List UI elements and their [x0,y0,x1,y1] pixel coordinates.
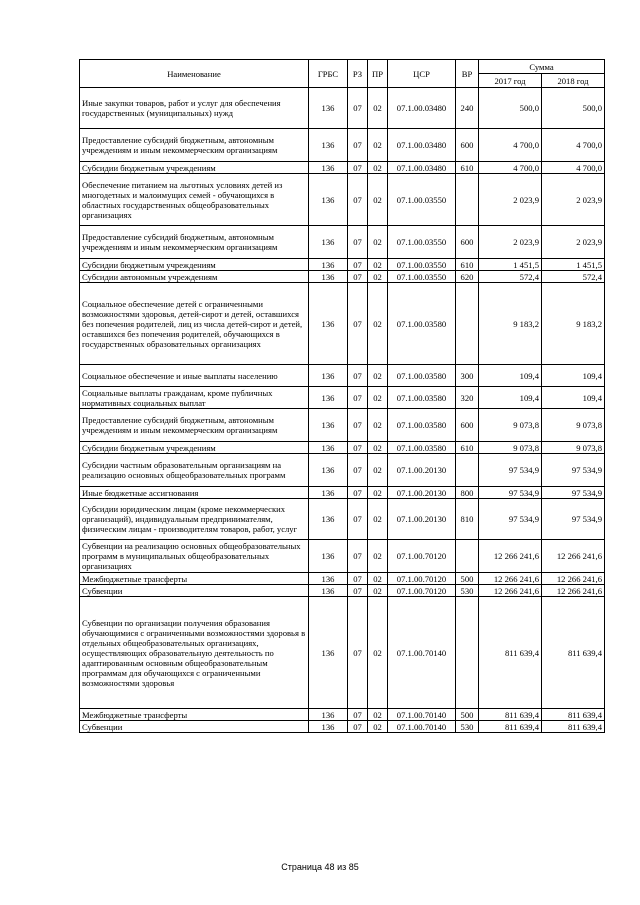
row-sum-2017: 97 534,9 [479,499,542,540]
row-csr: 07.1.00.70120 [388,573,456,585]
row-pr: 02 [368,259,388,271]
row-rz: 07 [348,283,368,365]
row-name: Предоставление субсидий бюджетным, автономным учреждениям и иным некоммерческим организациям [80,129,309,162]
header-year-2017: 2017 год [479,74,542,88]
row-csr: 07.1.00.20130 [388,454,456,487]
row-sum-2017: 811 639,4 [479,721,542,733]
row-csr: 07.1.00.03550 [388,271,456,283]
row-sum-2018: 109,4 [542,365,605,387]
row-vr [456,283,479,365]
table-row [80,365,605,387]
row-sum-2017: 2 023,9 [479,226,542,259]
row-name: Межбюджетные трансферты [80,573,309,585]
table-row [80,409,605,442]
row-vr: 300 [456,365,479,387]
row-grbs: 136 [309,409,348,442]
header-name: Наименование [80,60,309,88]
header-pr: ПР [368,60,388,88]
row-sum-2018: 12 266 241,6 [542,573,605,585]
row-csr: 07.1.00.03580 [388,409,456,442]
row-rz: 07 [348,409,368,442]
row-csr: 07.1.00.03580 [388,442,456,454]
row-vr [456,454,479,487]
row-name: Субсидии автономным учреждениям [80,271,309,283]
row-sum-2018: 572,4 [542,271,605,283]
row-pr: 02 [368,365,388,387]
row-grbs: 136 [309,442,348,454]
row-pr: 02 [368,409,388,442]
row-sum-2017: 9 073,8 [479,409,542,442]
row-grbs: 136 [309,365,348,387]
row-grbs: 136 [309,573,348,585]
row-rz: 07 [348,365,368,387]
row-sum-2018: 97 534,9 [542,487,605,499]
row-csr: 07.1.00.03480 [388,129,456,162]
row-sum-2017: 12 266 241,6 [479,540,542,573]
row-name: Субсидии юридическим лицам (кроме некоммерческих организаций), индивидуальным предпринимателям, физическим лицам - производителям товаров, работ, услуг [80,499,309,540]
header-vr: ВР [456,60,479,88]
row-rz: 07 [348,174,368,226]
row-vr [456,174,479,226]
row-rz: 07 [348,499,368,540]
table-row [80,226,605,259]
header-csr: ЦСР [388,60,456,88]
row-rz: 07 [348,709,368,721]
row-grbs: 136 [309,487,348,499]
row-sum-2017: 97 534,9 [479,454,542,487]
row-sum-2017: 500,0 [479,88,542,129]
row-rz: 07 [348,573,368,585]
table-row [80,721,605,733]
table-row [80,88,605,129]
row-sum-2018: 4 700,0 [542,129,605,162]
row-vr [456,597,479,709]
row-sum-2017: 9 073,8 [479,442,542,454]
row-grbs: 136 [309,454,348,487]
table-row [80,283,605,365]
row-rz: 07 [348,442,368,454]
row-sum-2017: 97 534,9 [479,487,542,499]
budget-table [79,59,605,733]
row-sum-2018: 2 023,9 [542,174,605,226]
table-row [80,259,605,271]
row-grbs: 136 [309,162,348,174]
row-csr: 07.1.00.03550 [388,226,456,259]
row-sum-2018: 500,0 [542,88,605,129]
row-sum-2018: 12 266 241,6 [542,585,605,597]
row-sum-2017: 2 023,9 [479,174,542,226]
row-grbs: 136 [309,259,348,271]
row-vr: 610 [456,442,479,454]
table-row [80,585,605,597]
row-grbs: 136 [309,226,348,259]
row-sum-2018: 4 700,0 [542,162,605,174]
row-grbs: 136 [309,129,348,162]
row-sum-2017: 12 266 241,6 [479,573,542,585]
row-pr: 02 [368,540,388,573]
row-rz: 07 [348,540,368,573]
table-row [80,129,605,162]
row-sum-2018: 811 639,4 [542,597,605,709]
row-sum-2017: 811 639,4 [479,597,542,709]
row-vr: 600 [456,409,479,442]
table-row [80,573,605,585]
row-csr: 07.1.00.03480 [388,88,456,129]
row-vr: 530 [456,585,479,597]
header-grbs: ГРБС [309,60,348,88]
row-sum-2017: 1 451,5 [479,259,542,271]
row-pr: 02 [368,226,388,259]
row-pr: 02 [368,387,388,409]
header-sum: Сумма [479,60,605,74]
row-vr [456,540,479,573]
row-vr: 500 [456,573,479,585]
row-name: Субсидии частным образовательным организациям на реализацию основных общеобразовательных программ [80,454,309,487]
row-sum-2017: 12 266 241,6 [479,585,542,597]
row-csr: 07.1.00.20130 [388,499,456,540]
row-rz: 07 [348,271,368,283]
row-grbs: 136 [309,721,348,733]
row-rz: 07 [348,259,368,271]
row-name: Обеспечение питанием на льготных условиях детей из многодетных и малоимущих семей - обучающихся в областных государственных общеобразовательных организациях [80,174,309,226]
row-grbs: 136 [309,271,348,283]
row-rz: 07 [348,721,368,733]
table-row [80,709,605,721]
row-vr: 610 [456,162,479,174]
row-grbs: 136 [309,283,348,365]
row-rz: 07 [348,585,368,597]
row-vr: 530 [456,721,479,733]
row-csr: 07.1.00.70140 [388,709,456,721]
row-pr: 02 [368,454,388,487]
row-grbs: 136 [309,174,348,226]
row-rz: 07 [348,387,368,409]
table-row [80,387,605,409]
row-rz: 07 [348,129,368,162]
row-grbs: 136 [309,88,348,129]
row-pr: 02 [368,283,388,365]
row-pr: 02 [368,162,388,174]
row-sum-2018: 97 534,9 [542,499,605,540]
table-row [80,174,605,226]
row-sum-2018: 811 639,4 [542,709,605,721]
row-name: Субвенции по организации получения образования обучающимися с ограниченными возможностями здоровья в отдельных общеобразовательных организациях, осуществляющих образовательную деятельность по адаптированным основным общеобразовательным программам для обучающихся с ограниченными возможностями здоровья [80,597,309,709]
table-row [80,487,605,499]
row-vr: 610 [456,259,479,271]
row-rz: 07 [348,88,368,129]
row-grbs: 136 [309,540,348,573]
row-pr: 02 [368,597,388,709]
row-vr: 810 [456,499,479,540]
row-pr: 02 [368,585,388,597]
row-grbs: 136 [309,499,348,540]
row-name: Социальное обеспечение и иные выплаты населению [80,365,309,387]
row-csr: 07.1.00.03580 [388,387,456,409]
row-sum-2018: 109,4 [542,387,605,409]
row-name: Субвенции [80,721,309,733]
row-sum-2017: 4 700,0 [479,129,542,162]
row-rz: 07 [348,454,368,487]
row-name: Предоставление субсидий бюджетным, автономным учреждениям и иным некоммерческим организациям [80,409,309,442]
row-csr: 07.1.00.20130 [388,487,456,499]
row-vr: 240 [456,88,479,129]
table-row [80,454,605,487]
table-row [80,442,605,454]
row-pr: 02 [368,487,388,499]
row-name: Иные бюджетные ассигнования [80,487,309,499]
table-row [80,271,605,283]
row-grbs: 136 [309,597,348,709]
row-pr: 02 [368,129,388,162]
row-sum-2018: 9 183,2 [542,283,605,365]
row-sum-2018: 97 534,9 [542,454,605,487]
row-name: Субсидии бюджетным учреждениям [80,259,309,271]
row-csr: 07.1.00.70140 [388,597,456,709]
row-name: Субвенции [80,585,309,597]
header-year-2018: 2018 год [542,74,605,88]
page-number: Страница 48 из 85 [281,862,359,872]
row-sum-2017: 811 639,4 [479,709,542,721]
row-sum-2017: 9 183,2 [479,283,542,365]
row-name: Социальное обеспечение детей с ограниченными возможностями здоровья, детей-сирот и детей, оставшихся без попечения родителей, лиц из числа детей-сирот и детей, оставшихся без попечения родителей, обучающихся в государственных образовательных организациях [80,283,309,365]
row-sum-2018: 2 023,9 [542,226,605,259]
row-sum-2017: 109,4 [479,365,542,387]
row-sum-2017: 572,4 [479,271,542,283]
row-name: Субсидии бюджетным учреждениям [80,442,309,454]
table-row [80,597,605,709]
row-name: Предоставление субсидий бюджетным, автономным учреждениям и иным некоммерческим организациям [80,226,309,259]
table-body [80,88,605,733]
row-rz: 07 [348,162,368,174]
row-rz: 07 [348,597,368,709]
row-pr: 02 [368,174,388,226]
row-name: Иные закупки товаров, работ и услуг для обеспечения государственных (муниципальных) нужд [80,88,309,129]
row-sum-2018: 811 639,4 [542,721,605,733]
row-csr: 07.1.00.70120 [388,540,456,573]
row-sum-2017: 4 700,0 [479,162,542,174]
row-sum-2018: 1 451,5 [542,259,605,271]
table-row [80,499,605,540]
row-csr: 07.1.00.03580 [388,283,456,365]
row-name: Социальные выплаты гражданам, кроме публичных нормативных социальных выплат [80,387,309,409]
header-rz: РЗ [348,60,368,88]
row-rz: 07 [348,487,368,499]
row-vr: 620 [456,271,479,283]
row-vr: 600 [456,226,479,259]
row-pr: 02 [368,499,388,540]
row-csr: 07.1.00.70140 [388,721,456,733]
row-vr: 320 [456,387,479,409]
row-pr: 02 [368,442,388,454]
row-vr: 800 [456,487,479,499]
row-csr: 07.1.00.03550 [388,259,456,271]
table-row [80,540,605,573]
row-sum-2018: 9 073,8 [542,409,605,442]
row-pr: 02 [368,721,388,733]
row-name: Субсидии бюджетным учреждениям [80,162,309,174]
row-csr: 07.1.00.03580 [388,365,456,387]
row-name: Субвенции на реализацию основных общеобразовательных программ в муниципальных общеобразовательных организациях [80,540,309,573]
row-pr: 02 [368,709,388,721]
row-grbs: 136 [309,585,348,597]
row-pr: 02 [368,573,388,585]
row-pr: 02 [368,88,388,129]
row-vr: 600 [456,129,479,162]
row-grbs: 136 [309,709,348,721]
row-csr: 07.1.00.03550 [388,174,456,226]
row-name: Межбюджетные трансферты [80,709,309,721]
row-rz: 07 [348,226,368,259]
row-csr: 07.1.00.70120 [388,585,456,597]
row-grbs: 136 [309,387,348,409]
row-sum-2018: 12 266 241,6 [542,540,605,573]
row-csr: 07.1.00.03480 [388,162,456,174]
row-sum-2018: 9 073,8 [542,442,605,454]
row-vr: 500 [456,709,479,721]
row-sum-2017: 109,4 [479,387,542,409]
row-pr: 02 [368,271,388,283]
table-row [80,162,605,174]
